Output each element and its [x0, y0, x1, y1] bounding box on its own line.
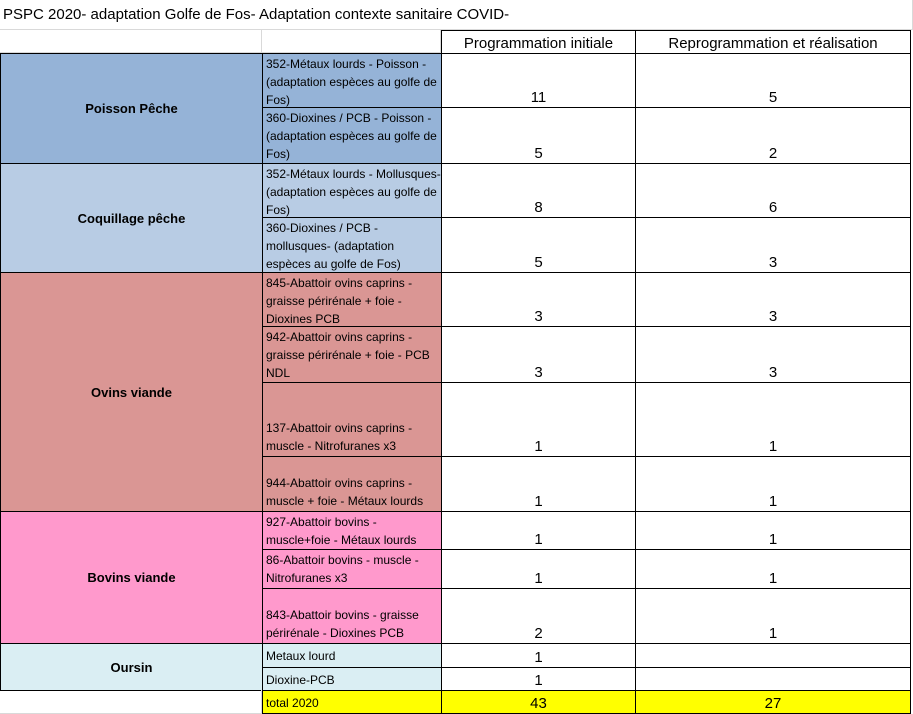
row-reprog-value[interactable]: 3: [635, 326, 911, 383]
total-reprog-value[interactable]: 27: [635, 690, 911, 714]
group-oursin[interactable]: Oursin: [0, 643, 263, 691]
row-reprog-value[interactable]: 1: [635, 382, 911, 457]
row-reprog-value[interactable]: 6: [635, 163, 911, 218]
row-initial-value[interactable]: 8: [441, 163, 636, 218]
row-initial-value[interactable]: 5: [441, 217, 636, 273]
row-initial-value[interactable]: 1: [441, 382, 636, 457]
row-initial-value[interactable]: 2: [441, 588, 636, 644]
group-ovins-viande[interactable]: Ovins viande: [0, 272, 263, 512]
row-description[interactable]: 86-Abattoir bovins - muscle - Nitrofuranes x3: [262, 549, 442, 589]
group-bovins-viande[interactable]: Bovins viande: [0, 511, 263, 644]
header-empty-b[interactable]: [262, 30, 441, 53]
row-reprog-value[interactable]: 1: [635, 549, 911, 589]
row-initial-value[interactable]: 11: [441, 53, 636, 108]
total-empty-cell[interactable]: [0, 690, 262, 714]
row-description[interactable]: 352-Métaux lourds - Poisson - (adaptation espèces au golfe de Fos): [262, 53, 442, 108]
row-description[interactable]: 944-Abattoir ovins caprins - muscle + foie - Métaux lourds: [262, 456, 442, 512]
row-description[interactable]: 360-Dioxines / PCB - mollusques- (adaptation espèces au golfe de Fos): [262, 217, 442, 273]
row-description[interactable]: Dioxine-PCB: [262, 667, 442, 691]
row-reprog-value[interactable]: [635, 667, 911, 691]
row-reprog-value[interactable]: 1: [635, 456, 911, 512]
total-initial-value[interactable]: 43: [441, 690, 636, 714]
row-reprog-value[interactable]: 5: [635, 53, 911, 108]
row-description[interactable]: 942-Abattoir ovins caprins - graisse périrénale + foie - PCB NDL: [262, 326, 442, 383]
row-description[interactable]: Metaux lourd: [262, 643, 442, 668]
row-description[interactable]: 845-Abattoir ovins caprins - graisse périrénale + foie - Dioxines PCB: [262, 272, 442, 327]
header-empty-a[interactable]: [0, 30, 262, 53]
row-description[interactable]: 137-Abattoir ovins caprins - muscle - Nitrofuranes x3: [262, 382, 442, 457]
row-initial-value[interactable]: 3: [441, 272, 636, 327]
row-reprog-value[interactable]: [635, 643, 911, 668]
row-initial-value[interactable]: 1: [441, 456, 636, 512]
row-initial-value[interactable]: 5: [441, 107, 636, 164]
row-description[interactable]: 843-Abattoir bovins - graisse périrénale - Dioxines PCB: [262, 588, 442, 644]
row-initial-value[interactable]: 1: [441, 511, 636, 550]
total-label[interactable]: total 2020: [262, 690, 442, 714]
row-reprog-value[interactable]: 3: [635, 217, 911, 273]
sheet-title[interactable]: PSPC 2020- adaptation Golfe de Fos- Adaptation contexte sanitaire COVID-: [0, 0, 913, 30]
row-reprog-value[interactable]: 3: [635, 272, 911, 327]
row-reprog-value[interactable]: 1: [635, 511, 911, 550]
row-description[interactable]: 927-Abattoir bovins - muscle+foie - Métaux lourds: [262, 511, 442, 550]
row-initial-value[interactable]: 1: [441, 667, 636, 691]
row-initial-value[interactable]: 3: [441, 326, 636, 383]
row-description[interactable]: 352-Métaux lourds - Mollusques- (adaptation espèces au golfe de Fos): [262, 163, 442, 218]
header-programmation-initiale[interactable]: Programmation initiale: [441, 30, 636, 54]
row-initial-value[interactable]: 1: [441, 643, 636, 668]
row-reprog-value[interactable]: 2: [635, 107, 911, 164]
row-initial-value[interactable]: 1: [441, 549, 636, 589]
row-reprog-value[interactable]: 1: [635, 588, 911, 644]
group-coquillage-peche[interactable]: Coquillage pêche: [0, 163, 263, 273]
header-reprogrammation[interactable]: Reprogrammation et réalisation: [635, 30, 911, 54]
row-description[interactable]: 360-Dioxines / PCB - Poisson - (adaptation espèces au golfe de Fos): [262, 107, 442, 164]
group-poisson-peche[interactable]: Poisson Pêche: [0, 53, 263, 164]
